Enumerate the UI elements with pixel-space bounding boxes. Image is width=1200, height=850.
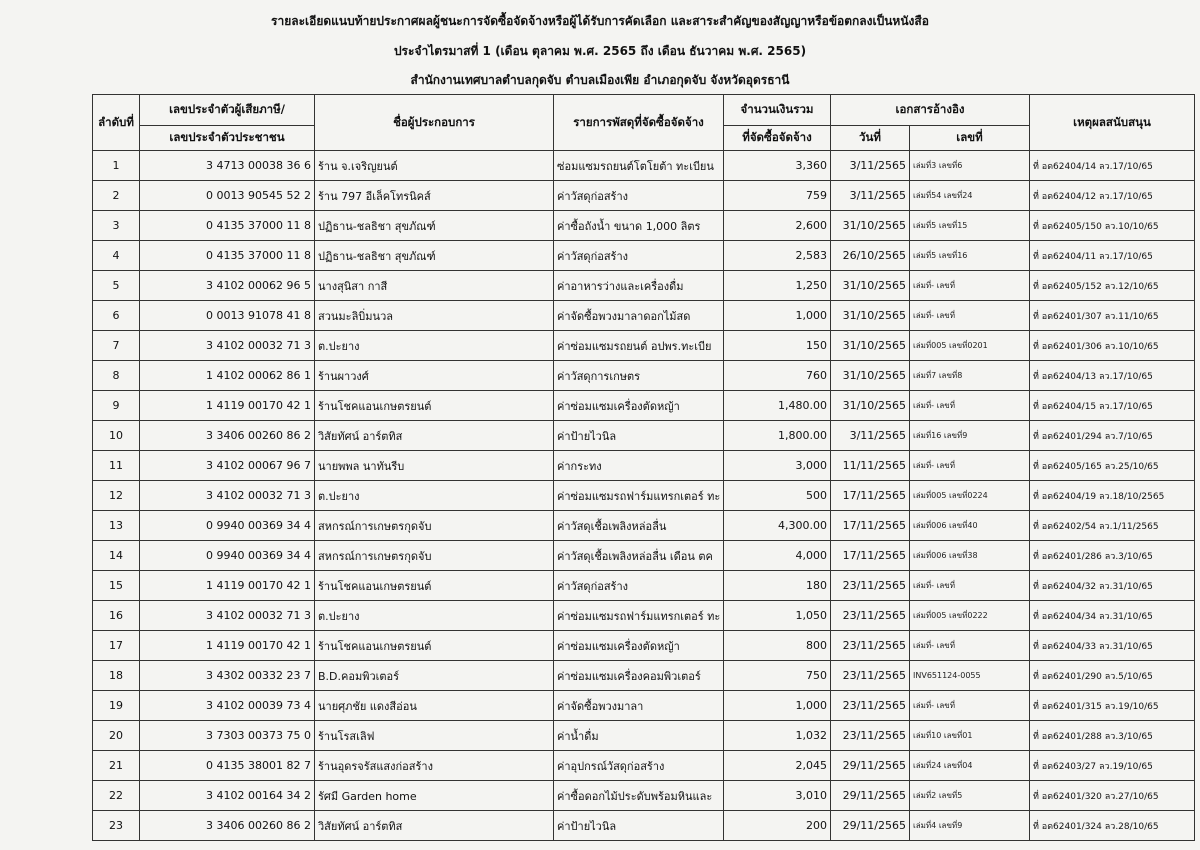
row-ref-date: 23/11/2565: [831, 601, 910, 631]
row-amount: 4,300.00: [724, 511, 831, 541]
row-ref-no: เล่มที่005 เลขที่0201: [910, 331, 1030, 361]
table-row: [93, 481, 1195, 511]
table-row: [93, 691, 1195, 721]
row-taxid: 0 0013 91078 41 8: [140, 301, 315, 331]
row-taxid: 3 4302 00332 23 7: [140, 661, 315, 691]
row-number: 16: [93, 601, 140, 631]
row-item: ซ่อมแซมรถยนต์โตโยต้า ทะเบียน: [554, 151, 724, 181]
row-ref-no: เล่มที่- เลขที่: [910, 691, 1030, 721]
row-ref-date: 11/11/2565: [831, 451, 910, 481]
row-item: ค่ากระทง: [554, 451, 724, 481]
row-item: ค่าอุปกรณ์วัสดุก่อสร้าง: [554, 751, 724, 781]
table-row: [93, 331, 1195, 361]
row-number: 15: [93, 571, 140, 601]
row-vendor: ต.ปะยาง: [315, 481, 554, 511]
row-vendor: ต.ปะยาง: [315, 331, 554, 361]
row-amount: 760: [724, 361, 831, 391]
table-row: [93, 241, 1195, 271]
row-item: ค่าอาหารว่างและเครื่องดื่ม: [554, 271, 724, 301]
row-number: 6: [93, 301, 140, 331]
table-row: [93, 751, 1195, 781]
row-ref-date: 26/10/2565: [831, 241, 910, 271]
row-number: 1: [93, 151, 140, 181]
row-vendor: สหกรณ์การเกษตรกุดจับ: [315, 541, 554, 571]
row-reason: ที่ อด62403/27 ลว.19/10/65: [1030, 751, 1195, 781]
row-vendor: รัศมี Garden home: [315, 781, 554, 811]
row-ref-no: เล่มที่- เลขที่: [910, 391, 1030, 421]
row-taxid: 1 4102 00062 86 1: [140, 361, 315, 391]
row-vendor: ร้าน 797 อีเล็คโทรนิคส์: [315, 181, 554, 211]
row-ref-no: เล่มที่- เลขที่: [910, 271, 1030, 301]
row-reason: ที่ อด62405/165 ลว.25/10/65: [1030, 451, 1195, 481]
row-amount: 1,032: [724, 721, 831, 751]
row-ref-date: 23/11/2565: [831, 721, 910, 751]
row-ref-no: เล่มที่5 เลขที่15: [910, 211, 1030, 241]
row-ref-no: เล่มที่006 เลขที่40: [910, 511, 1030, 541]
row-taxid: 1 4119 00170 42 1: [140, 391, 315, 421]
row-ref-date: 3/11/2565: [831, 421, 910, 451]
row-item: ค่าจัดซื้อพวงมาลา: [554, 691, 724, 721]
row-ref-no: เล่มที่54 เลขที่24: [910, 181, 1030, 211]
row-amount: 3,010: [724, 781, 831, 811]
row-ref-no: เล่มที่10 เลขที่01: [910, 721, 1030, 751]
row-amount: 200: [724, 811, 831, 841]
row-number: 14: [93, 541, 140, 571]
row-ref-no: เล่มที่005 เลขที่0222: [910, 601, 1030, 631]
row-item: ค่าซื้อถังน้ำ ขนาด 1,000 ลิตร: [554, 211, 724, 241]
row-number: 11: [93, 451, 140, 481]
table-row: [93, 811, 1195, 841]
row-reason: ที่ อด62404/13 ลว.17/10/65: [1030, 361, 1195, 391]
row-ref-date: 29/11/2565: [831, 811, 910, 841]
procurement-table: [92, 94, 1195, 841]
row-ref-no: เล่มที่7 เลขที่8: [910, 361, 1030, 391]
row-ref-no: เล่มที่005 เลขที่0224: [910, 481, 1030, 511]
row-vendor: ร้านโชคแอนเกษตรยนต์: [315, 571, 554, 601]
table-row: [93, 361, 1195, 391]
row-ref-date: 31/10/2565: [831, 391, 910, 421]
row-taxid: 3 4102 00032 71 3: [140, 481, 315, 511]
row-ref-date: 31/10/2565: [831, 211, 910, 241]
row-reason: ที่ อด62404/12 ลว.17/10/65: [1030, 181, 1195, 211]
col-header-reason: เหตุผลสนับสนุน: [1030, 95, 1195, 151]
row-vendor: นายพพล นาทันรีบ: [315, 451, 554, 481]
row-vendor: ร้านโชคแอนเกษตรยนต์: [315, 391, 554, 421]
row-vendor: นางสุนิสา กาสี: [315, 271, 554, 301]
row-amount: 1,800.00: [724, 421, 831, 451]
table-row: [93, 391, 1195, 421]
row-amount: 150: [724, 331, 831, 361]
row-ref-date: 23/11/2565: [831, 631, 910, 661]
row-number: 22: [93, 781, 140, 811]
row-item: ค่าวัสดุก่อสร้าง: [554, 571, 724, 601]
row-ref-no: เล่มที่- เลขที่: [910, 571, 1030, 601]
row-amount: 500: [724, 481, 831, 511]
row-taxid: 3 4713 00038 36 6: [140, 151, 315, 181]
row-number: 23: [93, 811, 140, 841]
row-vendor: ต.ปะยาง: [315, 601, 554, 631]
row-item: ค่าวัสดุการเกษตร: [554, 361, 724, 391]
row-amount: 800: [724, 631, 831, 661]
row-number: 12: [93, 481, 140, 511]
row-amount: 1,250: [724, 271, 831, 301]
table-row: [93, 271, 1195, 301]
row-ref-no: เล่มที่- เลขที่: [910, 451, 1030, 481]
row-ref-date: 23/11/2565: [831, 691, 910, 721]
row-ref-no: เล่มที่4 เลขที่9: [910, 811, 1030, 841]
table-row: [93, 721, 1195, 751]
row-item: ค่าจัดซื้อพวงมาลาดอกไม้สด: [554, 301, 724, 331]
row-number: 2: [93, 181, 140, 211]
table-row: [93, 571, 1195, 601]
row-ref-no: เล่มที่16 เลขที่9: [910, 421, 1030, 451]
row-number: 3: [93, 211, 140, 241]
row-number: 21: [93, 751, 140, 781]
row-vendor: ร้านโชคแอนเกษตรยนต์: [315, 631, 554, 661]
table-row: [93, 601, 1195, 631]
row-number: 4: [93, 241, 140, 271]
row-taxid: 3 4102 00062 96 5: [140, 271, 315, 301]
row-number: 5: [93, 271, 140, 301]
table-row: [93, 151, 1195, 181]
table-row: [93, 631, 1195, 661]
row-number: 8: [93, 361, 140, 391]
table-row: [93, 181, 1195, 211]
col-header-no: ลำดับที่: [93, 95, 140, 151]
row-amount: 1,050: [724, 601, 831, 631]
col-header-amount-line1: จำนวนเงินรวม: [724, 95, 831, 126]
table-row: [93, 541, 1195, 571]
row-item: ค่าซ่อมแซมรถฟาร์มแทรกเตอร์ ทะ: [554, 481, 724, 511]
row-taxid: 0 4135 37000 11 8: [140, 211, 315, 241]
row-taxid: 0 4135 38001 82 7: [140, 751, 315, 781]
row-reason: ที่ อด62405/152 ลว.12/10/65: [1030, 271, 1195, 301]
row-reason: ที่ อด62401/288 ลว.3/10/65: [1030, 721, 1195, 751]
row-ref-no: เล่มที่- เลขที่: [910, 631, 1030, 661]
row-item: ค่าวัสดุเชื้อเพลิงหล่อลื่น: [554, 511, 724, 541]
row-vendor: ปฏิธาน-ชลธิชา สุขภัณฑ์: [315, 211, 554, 241]
row-item: ค่าซ่อมแซมรถยนต์ อปพร.ทะเบีย: [554, 331, 724, 361]
col-header-ref-no: เลขที่: [910, 126, 1030, 151]
col-header-amount-line2: ที่จัดซื้อจัดจ้าง: [724, 126, 831, 151]
row-ref-no: เล่มที่- เลขที่: [910, 301, 1030, 331]
row-ref-date: 3/11/2565: [831, 181, 910, 211]
row-reason: ที่ อด62404/32 ลว.31/10/65: [1030, 571, 1195, 601]
row-item: ค่าป้ายไวนิล: [554, 811, 724, 841]
row-vendor: วิสัยทัศน์ อาร์ตทิส: [315, 421, 554, 451]
table-row: [93, 451, 1195, 481]
row-vendor: สวนมะลิบิ่มนวล: [315, 301, 554, 331]
row-reason: ที่ อด62404/19 ลว.18/10/2565: [1030, 481, 1195, 511]
col-header-ref-date: วันที่: [831, 126, 910, 151]
row-number: 18: [93, 661, 140, 691]
table-body: [93, 151, 1195, 841]
row-vendor: วิสัยทัศน์ อาร์ตทิส: [315, 811, 554, 841]
row-amount: 3,000: [724, 451, 831, 481]
row-reason: ที่ อด62404/34 ลว.31/10/65: [1030, 601, 1195, 631]
row-taxid: 0 4135 37000 11 8: [140, 241, 315, 271]
row-reason: ที่ อด62401/324 ลว.28/10/65: [1030, 811, 1195, 841]
row-item: ค่าซ่อมแซมรถฟาร์มแทรกเตอร์ ทะ: [554, 601, 724, 631]
row-number: 10: [93, 421, 140, 451]
col-header-ref: เอกสารอ้างอิง: [831, 95, 1030, 126]
row-item: ค่าวัสดุก่อสร้าง: [554, 241, 724, 271]
row-ref-date: 17/11/2565: [831, 511, 910, 541]
row-taxid: 3 4102 00067 96 7: [140, 451, 315, 481]
row-amount: 759: [724, 181, 831, 211]
row-reason: ที่ อด62401/315 ลว.19/10/65: [1030, 691, 1195, 721]
row-ref-no: INV651124-0055: [910, 661, 1030, 691]
row-reason: ที่ อด62401/294 ลว.7/10/65: [1030, 421, 1195, 451]
row-ref-date: 31/10/2565: [831, 331, 910, 361]
row-amount: 2,600: [724, 211, 831, 241]
table-row: [93, 211, 1195, 241]
row-ref-date: 31/10/2565: [831, 361, 910, 391]
row-taxid: 0 9940 00369 34 4: [140, 511, 315, 541]
row-taxid: 3 7303 00373 75 0: [140, 721, 315, 751]
row-item: ค่าน้ำดื่ม: [554, 721, 724, 751]
row-reason: ที่ อด62401/306 ลว.10/10/65: [1030, 331, 1195, 361]
row-item: ค่าวัสดุก่อสร้าง: [554, 181, 724, 211]
row-taxid: 3 4102 00032 71 3: [140, 601, 315, 631]
table-row: [93, 301, 1195, 331]
table-row: [93, 421, 1195, 451]
row-reason: ที่ อด62401/286 ลว.3/10/65: [1030, 541, 1195, 571]
row-vendor: ปฏิธาน-ชลธิชา สุขภัณฑ์: [315, 241, 554, 271]
row-item: ค่าซ่อมแซมเครื่องคอมพิวเตอร์: [554, 661, 724, 691]
row-ref-date: 23/11/2565: [831, 661, 910, 691]
row-ref-date: 29/11/2565: [831, 781, 910, 811]
row-taxid: 1 4119 00170 42 1: [140, 631, 315, 661]
row-vendor: ร้านโรสเลิฟ: [315, 721, 554, 751]
doc-office: สำนักงานเทศบาลตำบลกุดจับ ตำบลเมืองเพีย อำเภอกุดจับ จังหวัดอุดรธานี: [410, 73, 790, 87]
row-taxid: 3 3406 00260 86 2: [140, 421, 315, 451]
row-ref-date: 31/10/2565: [831, 301, 910, 331]
row-number: 9: [93, 391, 140, 421]
table-row: [93, 781, 1195, 811]
row-reason: ที่ อด62404/11 ลว.17/10/65: [1030, 241, 1195, 271]
row-amount: 1,000: [724, 301, 831, 331]
row-ref-no: เล่มที่5 เลขที่16: [910, 241, 1030, 271]
row-amount: 3,360: [724, 151, 831, 181]
col-header-taxid-line1: เลขประจำตัวผู้เสียภาษี/: [140, 95, 315, 126]
row-ref-date: 31/10/2565: [831, 271, 910, 301]
row-number: 20: [93, 721, 140, 751]
row-vendor: ร้าน จ.เจริญยนต์: [315, 151, 554, 181]
col-header-item: รายการพัสดุที่จัดซื้อจัดจ้าง: [554, 95, 724, 151]
row-taxid: 3 3406 00260 86 2: [140, 811, 315, 841]
row-reason: ที่ อด62404/15 ลว.17/10/65: [1030, 391, 1195, 421]
row-amount: 180: [724, 571, 831, 601]
row-ref-date: 29/11/2565: [831, 751, 910, 781]
row-taxid: 3 4102 00032 71 3: [140, 331, 315, 361]
col-header-vendor: ชื่อผู้ประกอบการ: [315, 95, 554, 151]
row-taxid: 3 4102 00164 34 2: [140, 781, 315, 811]
row-number: 7: [93, 331, 140, 361]
row-amount: 750: [724, 661, 831, 691]
row-reason: ที่ อด62401/307 ลว.11/10/65: [1030, 301, 1195, 331]
row-reason: ที่ อด62401/320 ลว.27/10/65: [1030, 781, 1195, 811]
row-vendor: สหกรณ์การเกษตรกุดจับ: [315, 511, 554, 541]
table-row: [93, 661, 1195, 691]
row-taxid: 0 9940 00369 34 4: [140, 541, 315, 571]
row-ref-date: 17/11/2565: [831, 481, 910, 511]
row-vendor: ร้านอุดรจรัสแสงก่อสร้าง: [315, 751, 554, 781]
row-reason: ที่ อด62401/290 ลว.5/10/65: [1030, 661, 1195, 691]
row-taxid: 1 4119 00170 42 1: [140, 571, 315, 601]
table-row: [93, 511, 1195, 541]
row-ref-no: เล่มที่3 เลขที่6: [910, 151, 1030, 181]
col-header-taxid-line2: เลขประจำตัวประชาชน: [140, 126, 315, 151]
row-ref-date: 3/11/2565: [831, 151, 910, 181]
row-number: 19: [93, 691, 140, 721]
row-ref-no: เล่มที่24 เลขที่04: [910, 751, 1030, 781]
row-ref-date: 17/11/2565: [831, 541, 910, 571]
row-vendor: B.D.คอมพิวเตอร์: [315, 661, 554, 691]
row-amount: 4,000: [724, 541, 831, 571]
row-reason: ที่ อด62405/150 ลว.10/10/65: [1030, 211, 1195, 241]
row-ref-date: 23/11/2565: [831, 571, 910, 601]
row-taxid: 0 0013 90545 52 2: [140, 181, 315, 211]
row-ref-no: เล่มที่006 เลขที่38: [910, 541, 1030, 571]
doc-title: รายละเอียดแนบท้ายประกาศผลผู้ชนะการจัดซื้อจัดจ้างหรือผู้ได้รับการคัดเลือก และสาระสำคัญของสัญญาหรือข้อตกลงเป็นหนังสือ: [271, 14, 929, 28]
row-amount: 2,045: [724, 751, 831, 781]
doc-period: ประจำไตรมาสที่ 1 (เดือน ตุลาคม พ.ศ. 2565 ถึง เดือน ธันวาคม พ.ศ. 2565): [393, 44, 807, 58]
row-reason: ที่ อด62402/54 ลว.1/11/2565: [1030, 511, 1195, 541]
row-number: 13: [93, 511, 140, 541]
row-item: ค่าซ่อมแซมเครื่องตัดหญ้า: [554, 391, 724, 421]
row-item: ค่าซื้อดอกไม้ประดับพร้อมหินและ: [554, 781, 724, 811]
row-item: ค่าซ่อมแซมเครื่องตัดหญ้า: [554, 631, 724, 661]
row-amount: 2,583: [724, 241, 831, 271]
row-reason: ที่ อด62404/33 ลว.31/10/65: [1030, 631, 1195, 661]
row-taxid: 3 4102 00039 73 4: [140, 691, 315, 721]
row-ref-no: เล่มที่2 เลขที่5: [910, 781, 1030, 811]
row-number: 17: [93, 631, 140, 661]
row-vendor: ร้านผาวงศ์: [315, 361, 554, 391]
row-item: ค่าป้ายไวนิล: [554, 421, 724, 451]
row-reason: ที่ อด62404/14 ลว.17/10/65: [1030, 151, 1195, 181]
row-item: ค่าวัสดุเชื้อเพลิงหล่อลื่น เดือน ตค: [554, 541, 724, 571]
row-amount: 1,480.00: [724, 391, 831, 421]
row-vendor: นายศุภชัย แดงสีอ่อน: [315, 691, 554, 721]
row-amount: 1,000: [724, 691, 831, 721]
